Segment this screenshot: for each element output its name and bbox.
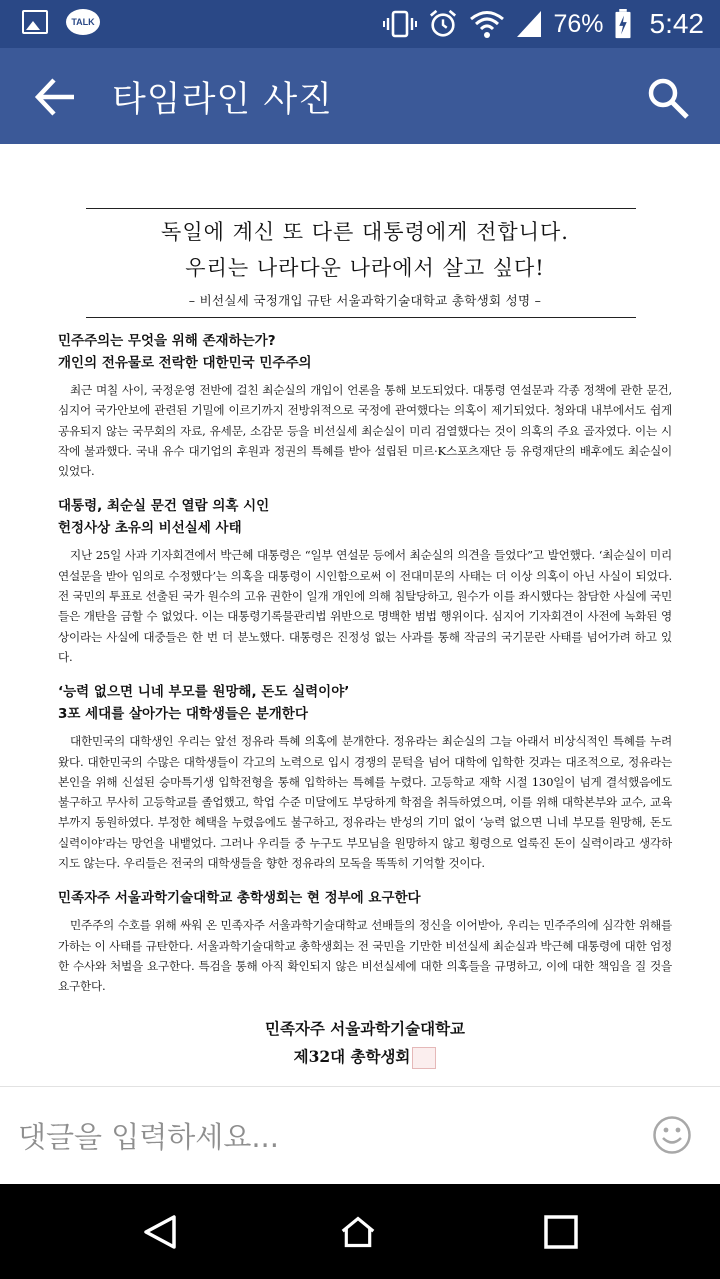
app-bar [0, 48, 720, 144]
signature-block [58, 1015, 672, 1071]
seal-stamp-icon [412, 1047, 436, 1069]
section-1-heading [58, 330, 672, 374]
signature-council-text: 제32대 총학생회 [293, 1046, 411, 1066]
kakaotalk-notification-icon [66, 9, 100, 35]
signature-council [58, 1043, 672, 1071]
page-title: 타임라인 사진 [112, 80, 333, 120]
comment-bar [0, 1086, 720, 1184]
section-subtitle: 3포 세대를 살아가는 대학생들은 분개한다 [58, 706, 308, 723]
comment-input[interactable] [18, 1115, 618, 1159]
clock: 5:42 [649, 8, 704, 39]
timeline-photo[interactable] [0, 144, 720, 1086]
arrow-left-icon[interactable] [30, 74, 82, 120]
recent-apps-icon[interactable] [543, 1214, 579, 1250]
section-1-body: 최근 며칠 사이, 국정운영 전반에 걸친 최순실의 개입이 언론을 통해 보도되었다. 대통령 연설문과 각종 정책에 관한 문건, 심지어 국가안보에 관련된 기밀에 이르기까지 전방위적으로 국정에 관여했다는 의혹이 제기되었다. 청와대 내부에서도 쉽게 공유되지 않는 국무회의 자료, 유세문, 소감문 등을 비선실세 최순실이 미리 검열했다는 것이 의혹의 주요 골자였다. 이는 시작에 불과했다. 국내 유수 대기업의 후원과 정권의 특혜를 받아 설립된 미르·K스포츠재단 등 유령재단의 배후에도 최순실이 있었다. [58, 383, 672, 479]
section-4-body: 민주주의 수호를 위해 싸워 온 민족자주 서울과학기술대학교 선배들의 정신을 이어받아, 우리는 민주주의에 심각한 위해를 가하는 이 사태를 규탄한다. 서울과학기술대학교 총학생회는 전 국민을 기만한 비선실세 최순실과 박근혜 대통령에 대한 엄정한 수사와 처벌을 요구한다. 특검을 통해 아직 확인되지 않은 비선실세에 대한 의혹들을 규명하고, 이에 대한 책임을 질 것을 요구한다. [58, 918, 672, 994]
statement-document [58, 208, 672, 1071]
search-icon[interactable] [646, 76, 690, 120]
section-title: 대통령, 최순실 문건 열람 의혹 시인 [58, 498, 270, 515]
title-rule-bottom [86, 317, 636, 318]
signature-organization: 민족자주 서울과학기술대학교 [264, 1018, 466, 1038]
section-title: ‘능력 없으면 니네 부모를 원망해, 돈도 실력이야’ [58, 684, 350, 701]
section-subtitle: 헌정사상 초유의 비선실세 사태 [58, 520, 242, 537]
wifi-icon [469, 9, 505, 39]
battery-percent: 76% [553, 9, 604, 38]
cell-signal-icon [515, 9, 543, 39]
section-subtitle: 개인의 전유물로 전락한 대한민국 민주주의 [58, 355, 312, 371]
gallery-notification-icon [22, 10, 48, 34]
headline-2: 우리는 나라다운 나라에서 살고 싶다! [185, 256, 545, 280]
title-rule-top [86, 208, 636, 209]
talk-label: TALK [71, 17, 95, 27]
section-3-body: 대한민국의 대학생인 우리는 앞선 정유라 특혜 의혹에 분개한다. 정유라는 최순실의 그늘 아래서 비상식적인 특혜를 누려 왔다. 대한민국의 수많은 대학생들이 각고의 노력으로 입시 경쟁의 문턱을 넘어 대학에 입학한 것과는 대조적으로, 정유라는 본인을 위해 신설된 승마특기생 입학전형을 통해 입학하는 특혜를 누렸다. 고등학교 재학 시절 130일이 넘게 결석했음에도 불구하고 무사히 고등학교를 졸업했고, 학업 수준 미달에도 부당하게 학점을 취득하였으며, 이를 위해 대학본부와 교수, 교육부까지 동원하였다. 부정한 혜택을 누렸음에도 불구하고, 정유라는 반성의 기미 없이 ‘능력 없으면 니네 부모를 원망해, 돈도 실력이야’라는 망언을 내뱉었다. 그러나 우리들 중 누구도 부모님을 원망하지 않고 횡령으로 얼룩진 돈이 실력이라고 생각하지도 않는다. 우리들은 전국의 대학생들을 향한 정유라의 모독을 똑똑히 기억할 것이다. [58, 734, 672, 871]
document-subtitle: – 비선실세 국정개입 규탄 서울과학기술대학교 총학생회 성명 – [188, 293, 542, 308]
headline-1: 독일에 계신 또 다른 대통령에게 전합니다. [161, 220, 569, 244]
vibrate-icon [383, 9, 417, 39]
section-2-heading [58, 495, 672, 539]
system-navigation-bar [0, 1184, 720, 1279]
system-icons [383, 6, 704, 42]
section-4-heading [58, 887, 672, 909]
notification-icons [22, 9, 100, 35]
section-title: 민족자주 서울과학기술대학교 총학생회는 현 정부에 요구한다 [58, 890, 421, 907]
section-title: 민주주의는 무엇을 위해 존재하는가? [58, 333, 276, 349]
smiley-icon[interactable] [652, 1115, 692, 1155]
section-3-heading [58, 681, 672, 725]
battery-charging-icon [614, 9, 632, 39]
home-icon[interactable] [340, 1214, 376, 1250]
triangle-back-icon[interactable] [142, 1214, 178, 1250]
section-2-body: 지난 25일 사과 기자회견에서 박근혜 대통령은 “일부 연설문 등에서 최순실의 의견을 들었다”고 발언했다. ‘최순실이 미리 연설문을 받아 임의로 수정했다’는 의혹을 대통령이 시인함으로써 이 전대미문의 사태는 더 이상 의혹이 아닌 사실이 되었다. 전 국민의 투표로 선출된 국가 원수의 고유 권한이 일개 개인에 의해 침탈당하고, 원수가 이를 좌시했다는 참담한 사실에 국민들은 개탄을 금할 수 없었다. 이는 대통령기록물관리법 위반으로 명백한 범법 행위이다. 심지어 기자회견이 사전에 녹화된 영상이라는 사실에 대중들은 한 번 더 분노했다. 대통령은 진정성 없는 사과를 통해 작금의 국기문란 사태를 넘어가려 하고 있다. [58, 548, 672, 664]
status-bar [0, 0, 720, 48]
alarm-icon [427, 9, 459, 39]
